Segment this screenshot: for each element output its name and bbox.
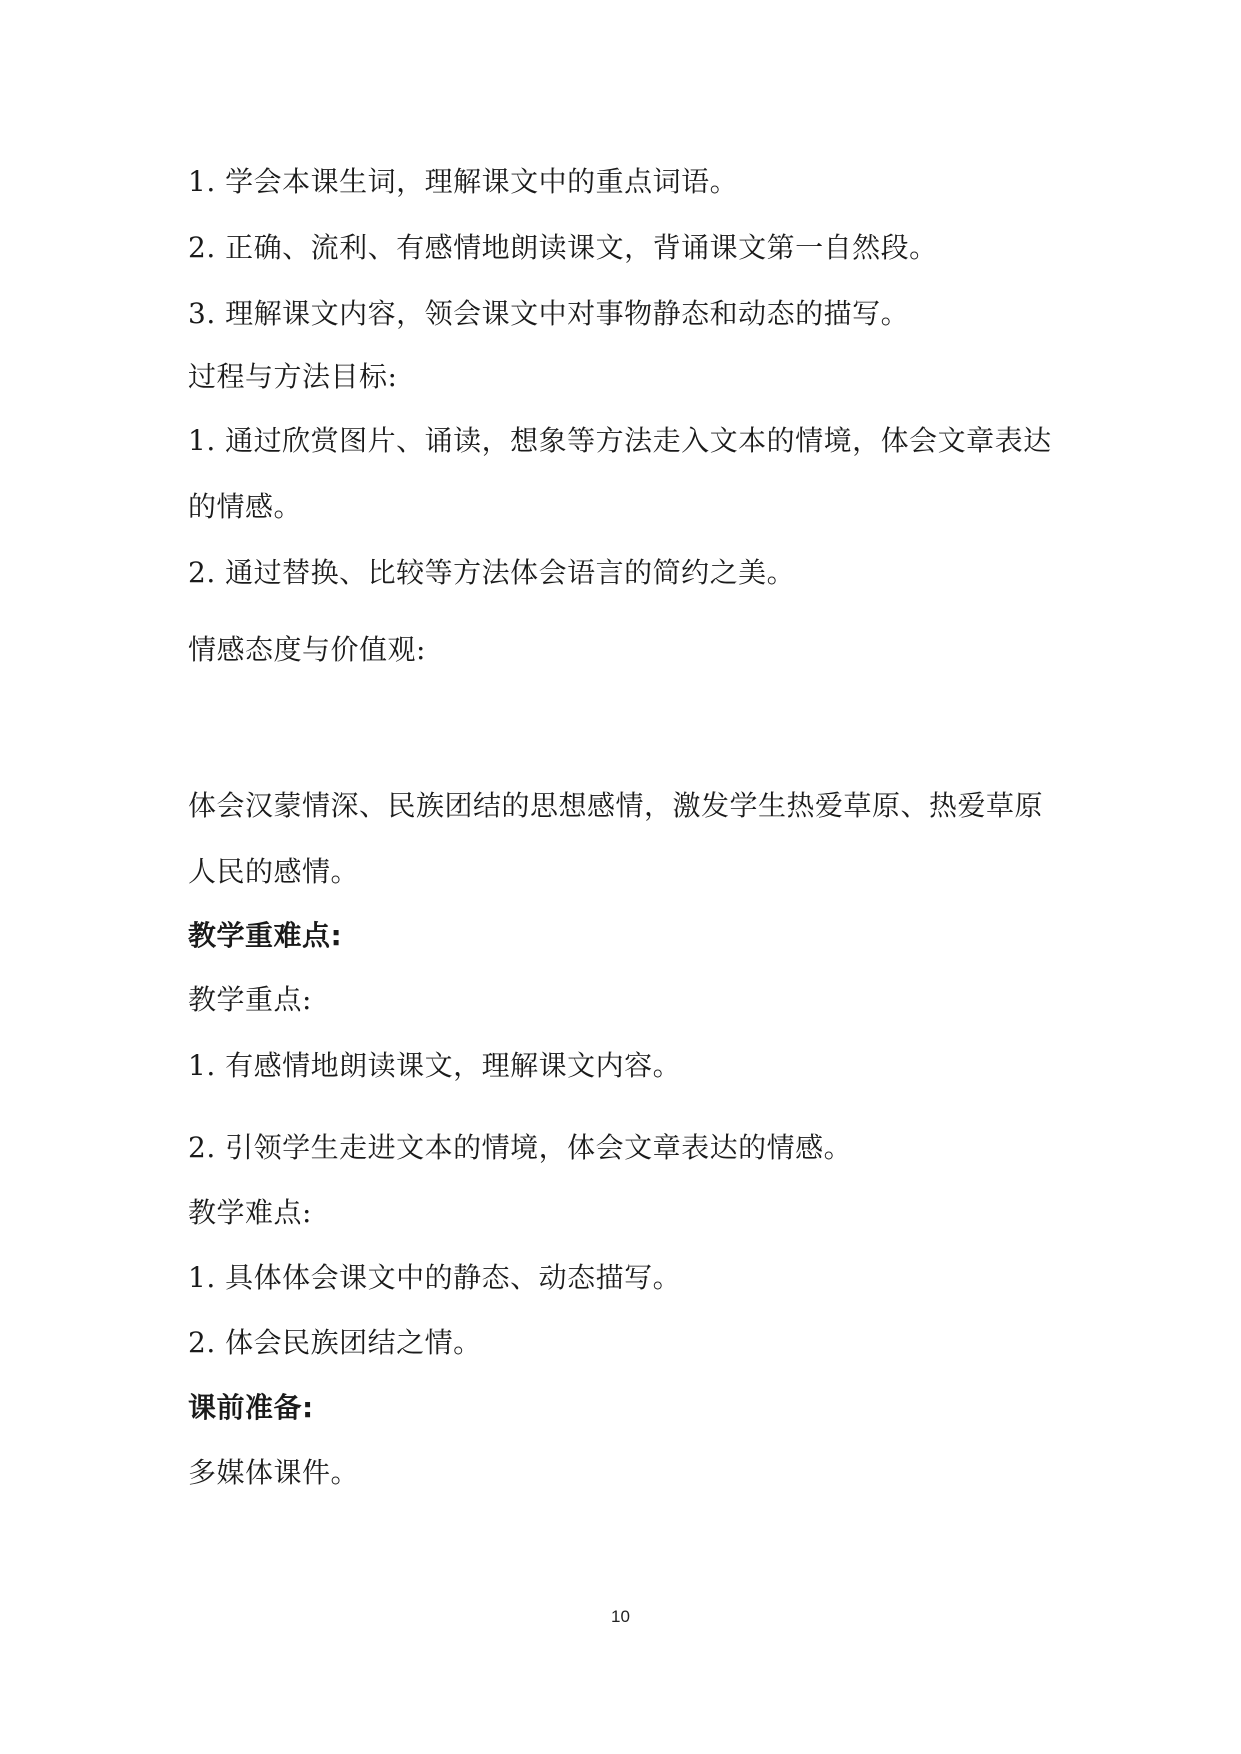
objective-item-3: 3. 理解课文内容，领会课文中对事物静态和动态的描写。: [188, 297, 910, 330]
key-points-heading: 教学重点:: [188, 983, 312, 1016]
process-item-1: 1. 通过欣赏图片、诵读，想象等方法走入文本的情境，体会文章表达: [188, 424, 1052, 457]
objective-item-1: 1. 学会本课生词，理解课文中的重点词语。: [188, 165, 739, 198]
difficult-point-item-2: 2. 体会民族团结之情。: [188, 1326, 482, 1359]
preparation-item: 多媒体课件。: [188, 1456, 360, 1489]
process-method-heading: 过程与方法目标:: [188, 360, 398, 393]
page-number: 10: [611, 1607, 630, 1626]
process-item-1-continued: 的情感。: [188, 490, 303, 523]
difficult-point-item-1: 1. 具体体会课文中的静态、动态描写。: [188, 1261, 682, 1294]
emotion-item: 体会汉蒙情深、民族团结的思想感情，激发学生热爱草原、热爱草原: [188, 789, 1044, 822]
key-difficult-points-heading: 教学重难点:: [188, 919, 343, 952]
difficult-points-heading: 教学难点:: [188, 1196, 312, 1229]
objective-item-2: 2. 正确、流利、有感情地朗读课文，背诵课文第一自然段。: [188, 231, 938, 264]
preparation-heading: 课前准备:: [188, 1391, 314, 1424]
emotion-item-continued: 人民的感情。: [188, 855, 360, 888]
process-item-2: 2. 通过替换、比较等方法体会语言的简约之美。: [188, 556, 796, 589]
key-point-item-2: 2. 引领学生走进文本的情境，体会文章表达的情感。: [188, 1131, 853, 1164]
key-point-item-1: 1. 有感情地朗读课文，理解课文内容。: [188, 1049, 682, 1082]
emotion-values-heading: 情感态度与价值观:: [188, 633, 426, 666]
